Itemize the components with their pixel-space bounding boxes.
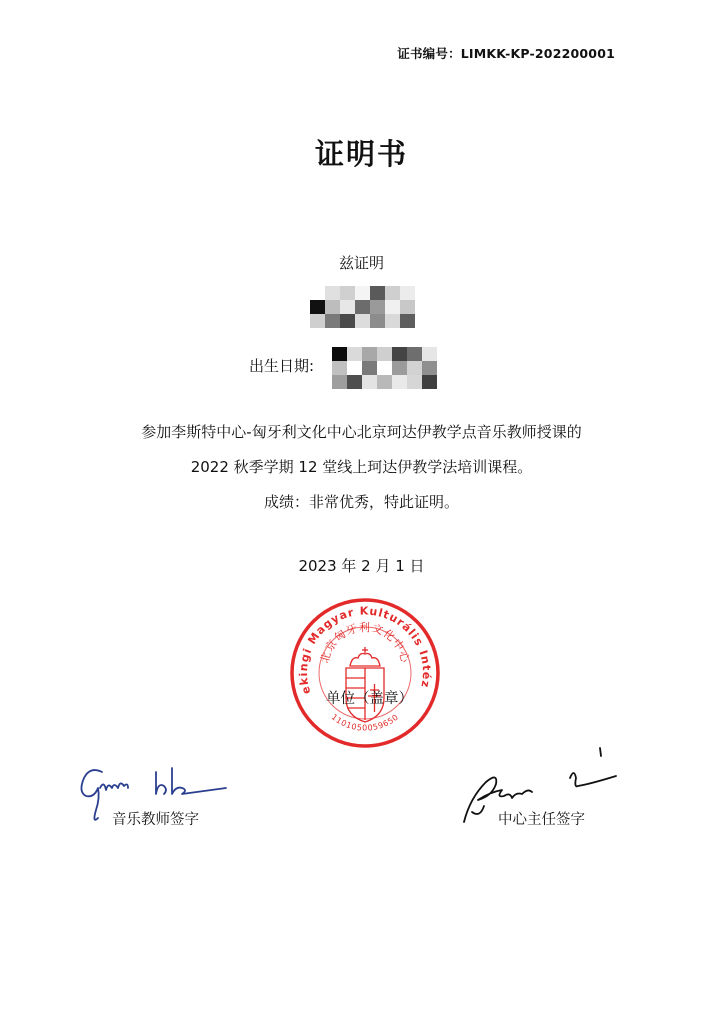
- redaction-pixel: [385, 300, 400, 314]
- director-signature-label: 中心主任签字: [498, 812, 585, 828]
- result-text: 成绩：非常优秀，特此证明。: [263, 493, 459, 511]
- redaction-pixel: [340, 300, 355, 314]
- redaction-pixel: [310, 286, 325, 300]
- redaction-pixel: [377, 347, 392, 361]
- redaction-pixel: [310, 314, 325, 328]
- unit-seal-label: 单位（盖章）: [326, 691, 413, 707]
- redaction-pixel: [347, 347, 362, 361]
- issue-date: 2023 年 2 月 1 日: [298, 557, 425, 575]
- redaction-pixel: [377, 375, 392, 389]
- redaction-pixel: [355, 314, 370, 328]
- redaction-pixel: [325, 286, 340, 300]
- redaction-pixel: [392, 347, 407, 361]
- redaction-pixel: [400, 286, 415, 300]
- redaction-pixel: [370, 286, 385, 300]
- redaction-pixel: [370, 314, 385, 328]
- redaction-pixel: [362, 375, 377, 389]
- redacted-birth-date: [332, 347, 437, 389]
- redaction-pixel: [385, 286, 400, 300]
- redaction-pixel: [340, 314, 355, 328]
- course-description-line-2: 2022 秋季学期 12 堂线上珂达伊教学法培训课程。: [190, 458, 533, 476]
- official-seal: [288, 596, 442, 750]
- redaction-pixel: [310, 300, 325, 314]
- redaction-pixel: [385, 314, 400, 328]
- redacted-name: [310, 286, 415, 328]
- redaction-pixel: [332, 361, 347, 375]
- svg-text:北京匈牙利文化中心: 北京匈牙利文化中心: [318, 621, 412, 665]
- redaction-pixel: [407, 347, 422, 361]
- redaction-pixel: [407, 375, 422, 389]
- redaction-pixel: [355, 300, 370, 314]
- redaction-pixel: [422, 361, 437, 375]
- redaction-pixel: [325, 300, 340, 314]
- redaction-pixel: [325, 314, 340, 328]
- redaction-pixel: [400, 314, 415, 328]
- redaction-pixel: [362, 361, 377, 375]
- redaction-pixel: [370, 300, 385, 314]
- redaction-pixel: [347, 375, 362, 389]
- birth-date-row: [249, 344, 437, 402]
- attest-text: 兹证明: [338, 254, 384, 272]
- redaction-pixel: [422, 375, 437, 389]
- course-description-line-1: 参加李斯特中心-匈牙利文化中心北京珂达伊教学点音乐教师授课的: [141, 423, 582, 441]
- svg-text:Pekingi Magyar Kulturális Inté: ekingi Magyar Kulturális Intéz: [296, 604, 434, 696]
- redaction-pixel: [347, 361, 362, 375]
- redaction-pixel: [422, 347, 437, 361]
- birth-date-label: 出生日期:: [249, 357, 315, 375]
- redaction-pixel: [340, 286, 355, 300]
- redaction-pixel: [332, 347, 347, 361]
- teacher-signature-label: 音乐教师签字: [112, 812, 199, 828]
- redaction-pixel: [355, 286, 370, 300]
- svg-text:1101050059650: 1101050059650: [329, 712, 401, 733]
- redaction-pixel: [377, 361, 392, 375]
- seal-stamp-icon: [288, 596, 442, 750]
- certificate-number: 证书编号：LIMKK-KP-202200001: [397, 46, 615, 61]
- redaction-pixel: [332, 375, 347, 389]
- redaction-pixel: [407, 361, 422, 375]
- redaction-pixel: [392, 375, 407, 389]
- redaction-pixel: [400, 300, 415, 314]
- document-title: 证明书: [314, 137, 408, 171]
- redaction-pixel: [362, 347, 377, 361]
- redaction-pixel: [392, 361, 407, 375]
